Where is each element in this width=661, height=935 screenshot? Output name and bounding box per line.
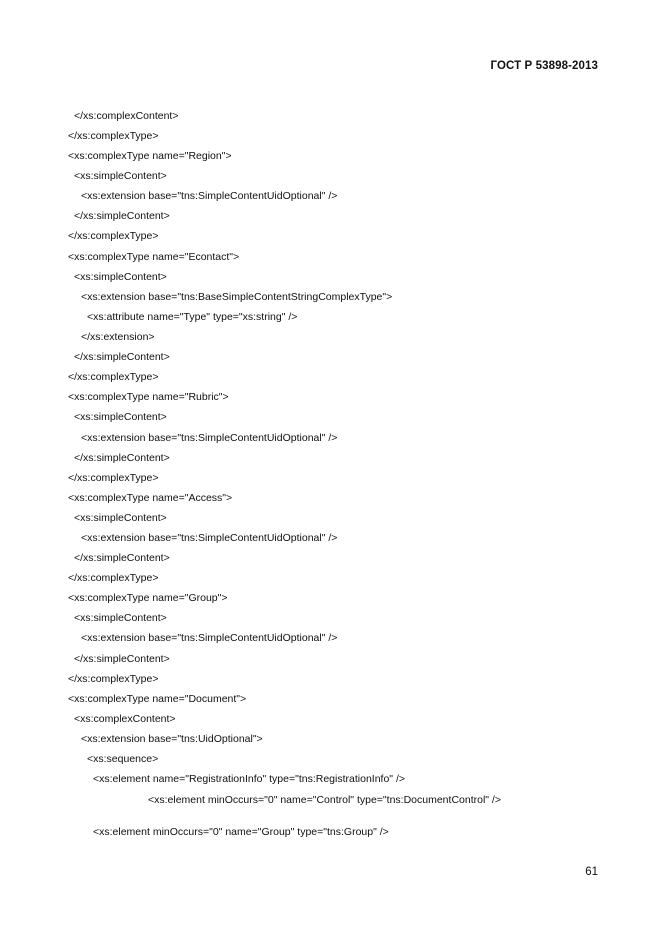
code-line: <xs:complexType name="Econtact"> <box>68 251 240 263</box>
code-line: <xs:extension base="tns:SimpleContentUidOptional" /> <box>81 190 338 202</box>
code-line: <xs:simpleContent> <box>74 512 167 524</box>
code-line: </xs:complexType> <box>68 572 159 584</box>
code-line: <xs:complexType name="Region"> <box>68 150 232 162</box>
code-line: </xs:simpleContent> <box>74 653 170 665</box>
code-line: <xs:simpleContent> <box>74 170 167 182</box>
code-line: </xs:extension> <box>81 331 155 343</box>
code-line: <xs:extension base="tns:SimpleContentUidOptional" /> <box>81 432 338 444</box>
code-line: </xs:simpleContent> <box>74 351 170 363</box>
code-line: </xs:simpleContent> <box>74 552 170 564</box>
code-line: </xs:simpleContent> <box>74 210 170 222</box>
code-line: <xs:simpleContent> <box>74 271 167 283</box>
code-line: <xs:complexType name="Group"> <box>68 592 228 604</box>
code-line: </xs:complexType> <box>68 130 159 142</box>
code-line: <xs:element minOccurs="0" name="Control" type="tns:DocumentControl" /> <box>148 794 501 806</box>
code-line: <xs:element minOccurs="0" name="Group" type="tns:Group" /> <box>93 826 389 838</box>
code-line: </xs:complexType> <box>68 230 159 242</box>
code-line: </xs:complexType> <box>68 472 159 484</box>
code-line: <xs:extension base="tns:UidOptional"> <box>81 733 263 745</box>
code-line: </xs:complexType> <box>68 371 159 383</box>
page-number: 61 <box>585 866 598 878</box>
code-line: <xs:element name="RegistrationInfo" type="tns:RegistrationInfo" /> <box>93 773 405 785</box>
standard-header: ГОСТ Р 53898-2013 <box>490 60 598 72</box>
code-line: </xs:complexType> <box>68 673 159 685</box>
code-line: <xs:complexType name="Access"> <box>68 492 233 504</box>
code-line: </xs:simpleContent> <box>74 452 170 464</box>
code-line: <xs:extension base="tns:SimpleContentUidOptional" /> <box>81 632 338 644</box>
code-line: <xs:extension base="tns:BaseSimpleContentStringComplexType"> <box>81 291 393 303</box>
code-line: <xs:attribute name="Type" type="xs:string" /> <box>87 311 298 323</box>
code-line: </xs:complexContent> <box>74 110 179 122</box>
code-line: <xs:complexType name="Document"> <box>68 693 247 705</box>
code-line: <xs:complexContent> <box>74 713 176 725</box>
code-line: <xs:complexType name="Rubric"> <box>68 391 229 403</box>
code-line: <xs:extension base="tns:SimpleContentUidOptional" /> <box>81 532 338 544</box>
code-line: <xs:sequence> <box>87 753 159 765</box>
code-line: <xs:simpleContent> <box>74 411 167 423</box>
code-line: <xs:simpleContent> <box>74 612 167 624</box>
